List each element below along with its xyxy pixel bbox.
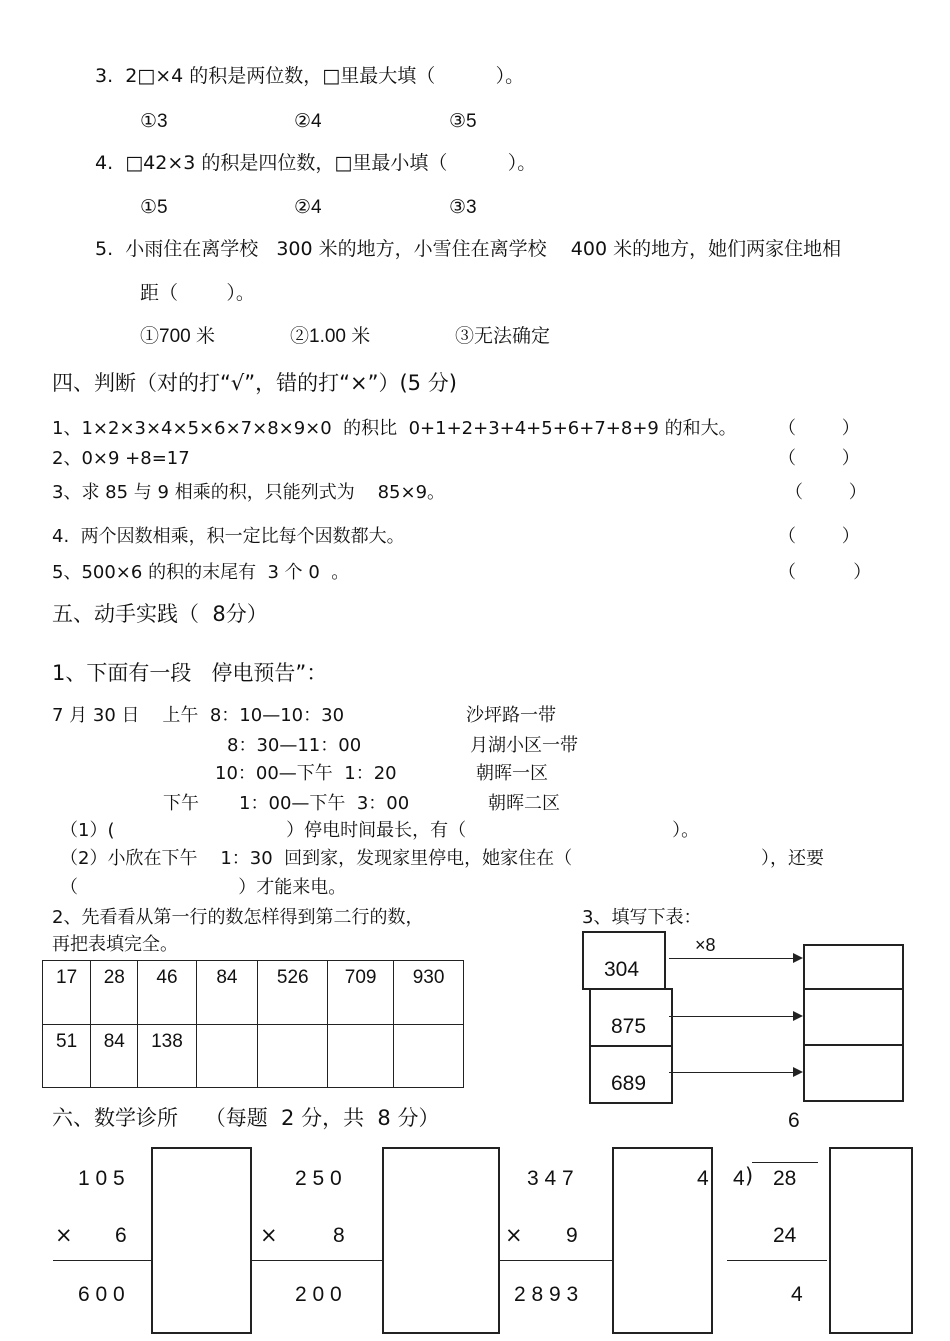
page-number: 6 xyxy=(788,1109,800,1132)
output-box-3[interactable] xyxy=(803,1044,904,1102)
table-answer-cell[interactable] xyxy=(394,1024,464,1088)
p2-times: × xyxy=(260,1223,278,1247)
table-cell: 84 xyxy=(91,1024,138,1088)
p2-rule xyxy=(250,1260,382,1261)
sub-question-1: （1）( ）停电时间最长，有（ ）。 xyxy=(60,820,700,841)
judge-paren-4[interactable]: （ ） xyxy=(778,526,860,547)
input-box-1 xyxy=(582,931,666,990)
judge-item-1: 1、1×2×3×4×5×6×7×8×9×0 的积比 0+1+2+3+4+5+6+7+8+9 的和大。 xyxy=(52,418,737,439)
p3-rule xyxy=(498,1260,612,1261)
input-value-2: 875 xyxy=(611,1015,647,1038)
p4-division-bracket: ) xyxy=(745,1164,754,1188)
sub-question-2: （2）小欣在下午 1：30 回到家，发现家里停电，她家住在（ ），还要 xyxy=(60,848,824,869)
table-answer-cell[interactable] xyxy=(328,1024,394,1088)
p1-correction-box[interactable] xyxy=(151,1147,252,1334)
judge-item-2: 2、0×9 +8=17 xyxy=(52,448,190,469)
arrow-2 xyxy=(669,1016,801,1017)
p1-times: × xyxy=(55,1223,73,1247)
table-cell: 84 xyxy=(196,961,258,1025)
arrow-1 xyxy=(669,958,801,959)
p4-correction-box[interactable] xyxy=(829,1147,913,1334)
q4-option-3[interactable]: ③3 xyxy=(449,197,477,218)
q3-option-2[interactable]: ②4 xyxy=(294,111,322,132)
q5-option-1[interactable]: ①700 米 xyxy=(140,326,215,347)
number-table xyxy=(42,960,464,1088)
q4-option-2[interactable]: ②4 xyxy=(294,197,322,218)
judge-item-5: 5、500×6 的积的末尾有 3 个 0 。 xyxy=(52,562,350,583)
table-cell: 930 xyxy=(394,961,464,1025)
schedule-place-4: 朝晖二区 xyxy=(488,793,560,814)
input-value-3: 689 xyxy=(611,1072,647,1095)
schedule-place-2: 月湖小区一带 xyxy=(470,735,578,756)
p2-correction-box[interactable] xyxy=(382,1147,500,1334)
judge-paren-2[interactable]: （ ） xyxy=(778,448,860,469)
q3-option-1[interactable]: ①3 xyxy=(140,111,168,132)
input-box-2 xyxy=(589,988,673,1047)
q5-option-3[interactable]: ③无法确定 xyxy=(455,326,551,347)
table-cell: 138 xyxy=(138,1024,196,1088)
q2-line-1: 2、先看看从第一行的数怎样得到第二行的数， xyxy=(52,907,424,928)
schedule-time-3: 10：00—下午 1：20 xyxy=(215,763,397,784)
p4-quotient: 4 xyxy=(697,1167,709,1190)
q2-line-2: 再把表填完全。 xyxy=(52,934,178,955)
p3-times: × xyxy=(505,1223,523,1247)
p1-top: 1 0 5 xyxy=(78,1167,125,1190)
section-4-title: 四、判断（对的打“√”，错的打“×”）(5 分) xyxy=(52,371,457,395)
schedule-time-1: 7 月 30 日 上午 8：10—10：30 xyxy=(52,705,345,726)
p4-subtrahend: 24 xyxy=(773,1224,797,1247)
p2-result: 2 0 0 xyxy=(295,1283,342,1306)
question-5: 5. 小雨住在离学校 300 米的地方，小雪住在离学校 400 米的地方，她们两家住地相 xyxy=(95,238,842,260)
p4-vinculum xyxy=(752,1162,818,1163)
p1-result: 6 0 0 xyxy=(78,1283,125,1306)
q4-option-1[interactable]: ①5 xyxy=(140,197,168,218)
p2-top: 2 5 0 xyxy=(295,1167,342,1190)
table-cell: 709 xyxy=(328,961,394,1025)
sub-question-2-cont: （ ）才能来电。 xyxy=(60,877,347,898)
table-cell: 46 xyxy=(138,961,196,1025)
question-4: 4. □42×3 的积是四位数，□里最小填（ ）。 xyxy=(95,152,537,174)
q3-option-3[interactable]: ③5 xyxy=(449,111,477,132)
judge-item-4: 4. 两个因数相乘，积一定比每个因数都大。 xyxy=(52,526,405,547)
p1-rule xyxy=(53,1260,153,1261)
input-box-3 xyxy=(589,1045,673,1104)
p1-multiplier: 6 xyxy=(115,1224,127,1247)
p4-dividend: 28 xyxy=(773,1167,797,1190)
q5-option-2[interactable]: ②1.00 米 xyxy=(290,326,371,347)
input-value-1: 304 xyxy=(604,958,640,981)
table-cell: 51 xyxy=(43,1024,91,1088)
p3-result: 2 8 9 3 xyxy=(514,1283,579,1306)
p2-multiplier: 8 xyxy=(333,1224,345,1247)
question-3: 3. 2□×4 的积是两位数，□里最大填（ ）。 xyxy=(95,65,525,87)
judge-paren-1[interactable]: （ ） xyxy=(778,418,860,439)
schedule-place-1: 沙坪路一带 xyxy=(466,705,556,726)
table-cell: 28 xyxy=(91,961,138,1025)
p3-multiplier: 9 xyxy=(566,1224,578,1247)
judge-item-3: 3、求 85 与 9 相乘的积，只能列式为 85×9。 xyxy=(52,482,446,503)
multiplier-label: ×8 xyxy=(695,935,716,955)
p4-divisor: 4 xyxy=(733,1167,745,1190)
schedule-place-3: 朝晖一区 xyxy=(476,763,548,784)
table-answer-cell[interactable] xyxy=(258,1024,328,1088)
schedule-time-4: 下午 1：00—下午 3：00 xyxy=(163,793,410,814)
judge-paren-3[interactable]: （ ） xyxy=(785,482,867,503)
arrow-3 xyxy=(669,1072,801,1073)
p3-top: 3 4 7 xyxy=(527,1167,574,1190)
judge-paren-5[interactable]: （ ） xyxy=(778,562,872,583)
q3-table-title: 3、填写下表： xyxy=(582,907,702,928)
output-box-1[interactable] xyxy=(803,944,904,990)
q1-title: 1、下面有一段 停电预告”： xyxy=(52,661,328,685)
table-answer-cell[interactable] xyxy=(196,1024,258,1088)
output-box-2[interactable] xyxy=(803,988,904,1046)
p4-rule xyxy=(727,1260,827,1261)
schedule-time-2: 8：30—11：00 xyxy=(227,735,362,756)
p4-remainder: 4 xyxy=(791,1283,803,1306)
question-5-cont: 距（ ）。 xyxy=(140,282,255,304)
section-6-title: 六、数学诊所 （每题 2 分，共 8 分） xyxy=(52,1106,440,1130)
table-cell: 17 xyxy=(43,961,91,1025)
section-5-title: 五、动手实践（ 8分） xyxy=(52,602,268,626)
table-cell: 526 xyxy=(258,961,328,1025)
